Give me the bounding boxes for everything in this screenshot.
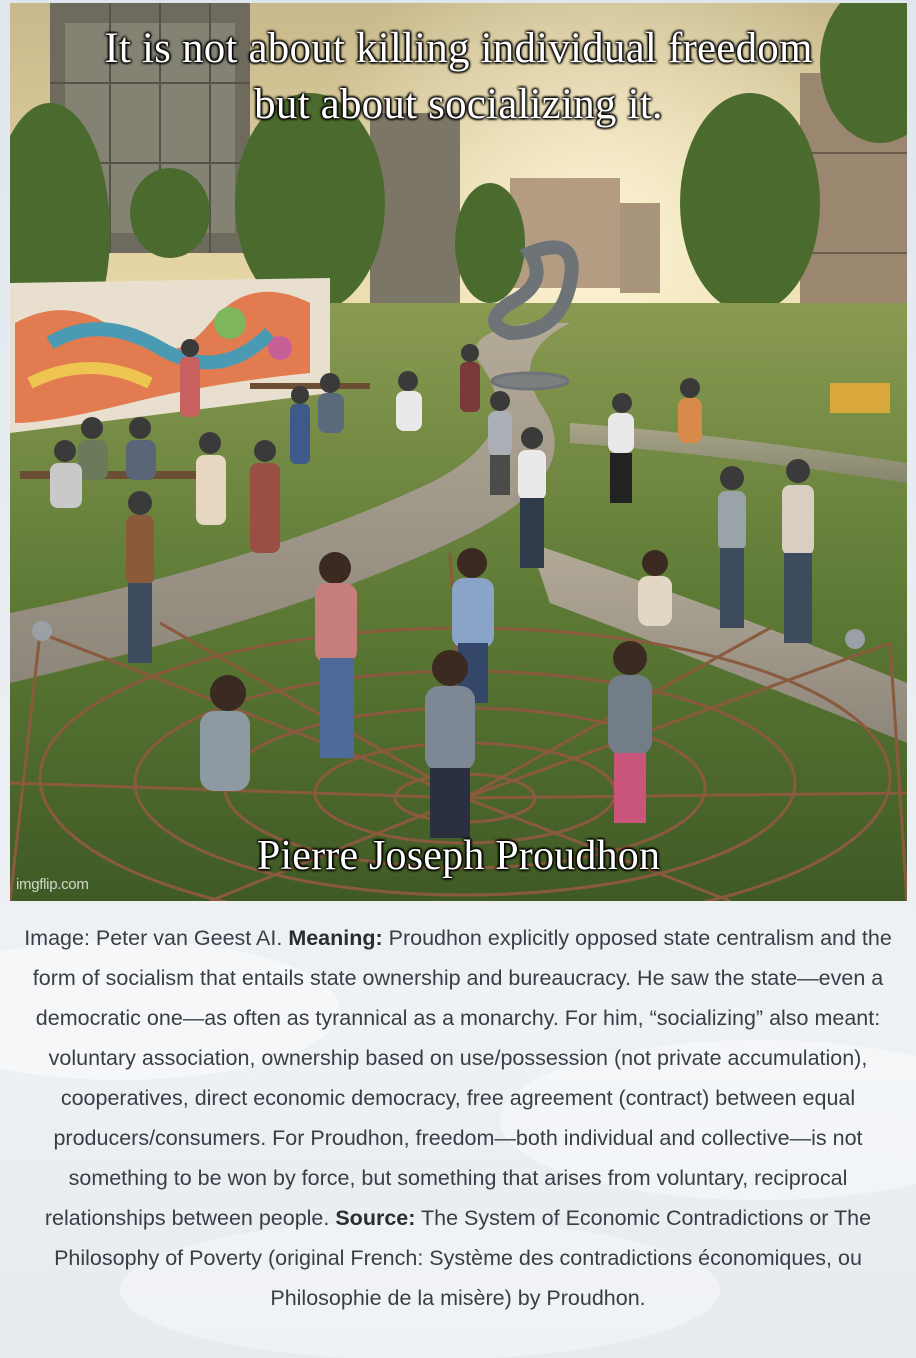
caption-prefix: Image: Peter van Geest AI. (24, 926, 289, 950)
meme-top-text (10, 21, 907, 133)
meme-bottom-text: Pierre Joseph Proudhon (256, 833, 661, 879)
person (678, 378, 702, 443)
child (638, 550, 672, 626)
meaning-label: Meaning: (288, 926, 383, 950)
person (180, 339, 200, 417)
source-text: The System of Economic Contradictions or The Philosophy of Poverty (original French: Système des contradictions économiques, ou Philosophie de la misère) by Proudhon. (54, 1206, 872, 1310)
park-scene-illustration (10, 3, 907, 901)
source-label: Source: (335, 1206, 416, 1230)
person (290, 386, 310, 464)
meaning-text: Proudhon explicitly opposed state centralism and the form of socialism that entails state ownership and bureaucracy. He saw the state—even a democratic one—as often as tyrannical as a monarchy. For him, “socializing” also meant: voluntary association, ownership based on use/possession (not private accumulation), cooperatives, direct economic democracy, free agreement (contract) between equal producers/consumers. For Proudhon, freedom—both individual and collective—is not something to be won by force, but something that arises from voluntary, reciprocal relationships between people. (32, 926, 892, 1230)
meme-top-line-1: It is not about killing individual freedom (104, 25, 813, 72)
image-caption (8, 918, 908, 1318)
person (126, 491, 154, 663)
person (782, 459, 814, 643)
imgflip-watermark: imgflip.com (16, 876, 89, 893)
meme-image (10, 3, 907, 901)
meme-top-line-2: but about socializing it. (254, 81, 663, 128)
person (460, 344, 480, 412)
